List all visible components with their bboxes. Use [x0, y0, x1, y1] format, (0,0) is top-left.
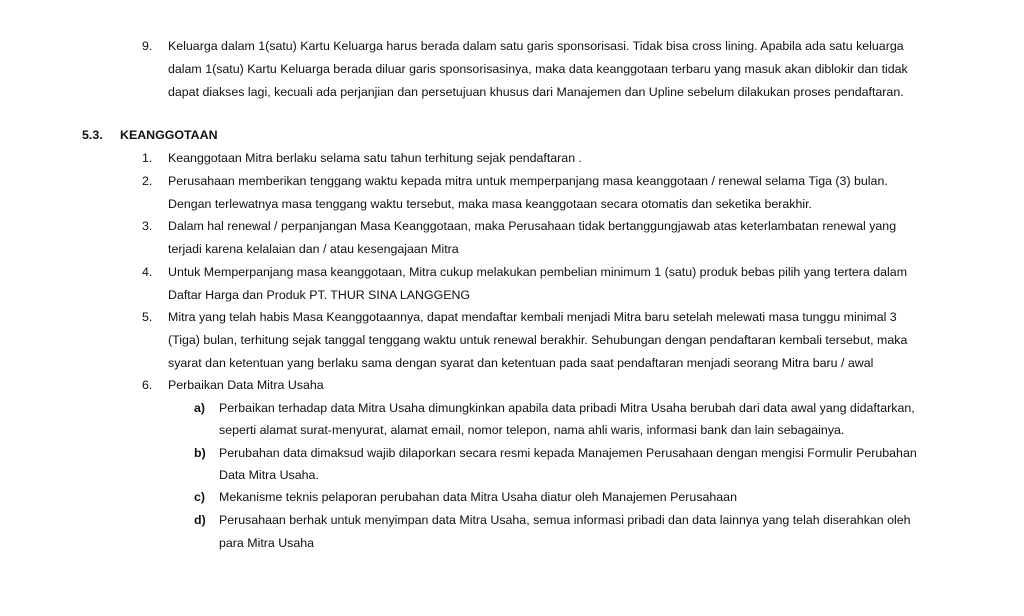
sub-list-letter: a)	[194, 401, 206, 415]
list-item-text: Untuk Memperpanjang masa keanggotaan, Mitra cukup melakukan pembelian minimum 1 (satu) produk bebas pilih yang tertera dalam	[168, 265, 908, 279]
list-number: 6.	[142, 378, 153, 392]
list-number: 5.	[142, 310, 153, 324]
list-item-text: Dalam hal renewal / perpanjangan Masa Keanggotaan, maka Perusahaan tidak bertanggungjawab atas keterlambatan renewal yang	[168, 219, 897, 233]
list-number: 3.	[142, 219, 153, 233]
sub-list-item-text: Data Mitra Usaha.	[219, 468, 319, 482]
list-item-text: Keluarga dalam 1(satu) Kartu Keluarga harus berada dalam satu garis sponsorisasi. Tidak bisa cross lining. Apabila ada satu keluarga	[168, 39, 904, 53]
sub-list-item-text: seperti alamat surat-menyurat, alamat email, nomor telepon, nama ahli waris, informasi bank dan lain sebagainya.	[219, 423, 845, 437]
list-number: 4.	[142, 265, 153, 279]
sub-list-item-text: Perusahaan berhak untuk menyimpan data Mitra Usaha, semua informasi pribadi dan data lainnya yang telah diserahkan oleh	[219, 513, 911, 527]
list-item-text: dapat diakses lagi, kecuali ada perjanjian dan persetujuan khusus dari Manajemen dan Upline sebelum dilakukan proses pendaftaran.	[168, 85, 904, 99]
sub-list-item-text: para Mitra Usaha	[219, 536, 315, 550]
list-number: 9.	[142, 39, 153, 53]
list-item-text: Dengan terlewatnya masa tenggang waktu tersebut, maka masa keanggotaan secara otomatis dan seketika berakhir.	[168, 197, 813, 211]
list-number: 2.	[142, 174, 153, 188]
list-item-text: Daftar Harga dan Produk PT. THUR SINA LANGGENG	[168, 288, 471, 302]
sub-list-letter: c)	[194, 490, 206, 504]
sub-list-item-text: Mekanisme teknis pelaporan perubahan data Mitra Usaha diatur oleh Manajemen Perusahaan	[219, 490, 737, 504]
section-title: KEANGGOTAAN	[120, 128, 218, 142]
list-item-text: Mitra yang telah habis Masa Keanggotaannya, dapat mendaftar kembali menjadi Mitra baru setelah melewati masa tunggu minimal 3	[168, 310, 897, 324]
list-item-text: dalam 1(satu) Kartu Keluarga berada diluar garis sponsorisasinya, maka data keanggotaan terbaru yang masuk akan diblokir dan tidak	[168, 62, 908, 76]
list-item-text: Perbaikan Data Mitra Usaha	[168, 378, 324, 392]
list-item-text: Keanggotaan Mitra berlaku selama satu tahun terhitung sejak pendaftaran .	[168, 151, 582, 165]
sub-list-item-text: Perbaikan terhadap data Mitra Usaha dimungkinkan apabila data pribadi Mitra Usaha berubah dari data awal yang didaftarkan,	[219, 401, 915, 415]
list-item-text: Perusahaan memberikan tenggang waktu kepada mitra untuk memperpanjang masa keanggotaan / renewal selama Tiga (3) bulan.	[168, 174, 888, 188]
list-item-text: syarat dan ketentuan yang berlaku sama dengan syarat dan ketentuan pada saat pendaftaran menjadi seorang Mitra baru / awal	[168, 356, 874, 370]
sub-list-letter: b)	[194, 446, 206, 460]
list-item-text: (Tiga) bulan, terhitung sejak tanggal tenggang waktu untuk renewal berakhir. Sehubungan dengan pendaftaran kembali tersebut, maka	[168, 333, 908, 347]
section-number: 5.3.	[82, 128, 103, 142]
list-number: 1.	[142, 151, 153, 165]
sub-list-letter: d)	[194, 513, 206, 527]
list-item-text: terjadi karena kelalaian dan / atau kesengajaan Mitra	[168, 242, 459, 256]
sub-list-item-text: Perubahan data dimaksud wajib dilaporkan secara resmi kepada Manajemen Perusahaan dengan mengisi Formulir Perubahan	[219, 446, 917, 460]
